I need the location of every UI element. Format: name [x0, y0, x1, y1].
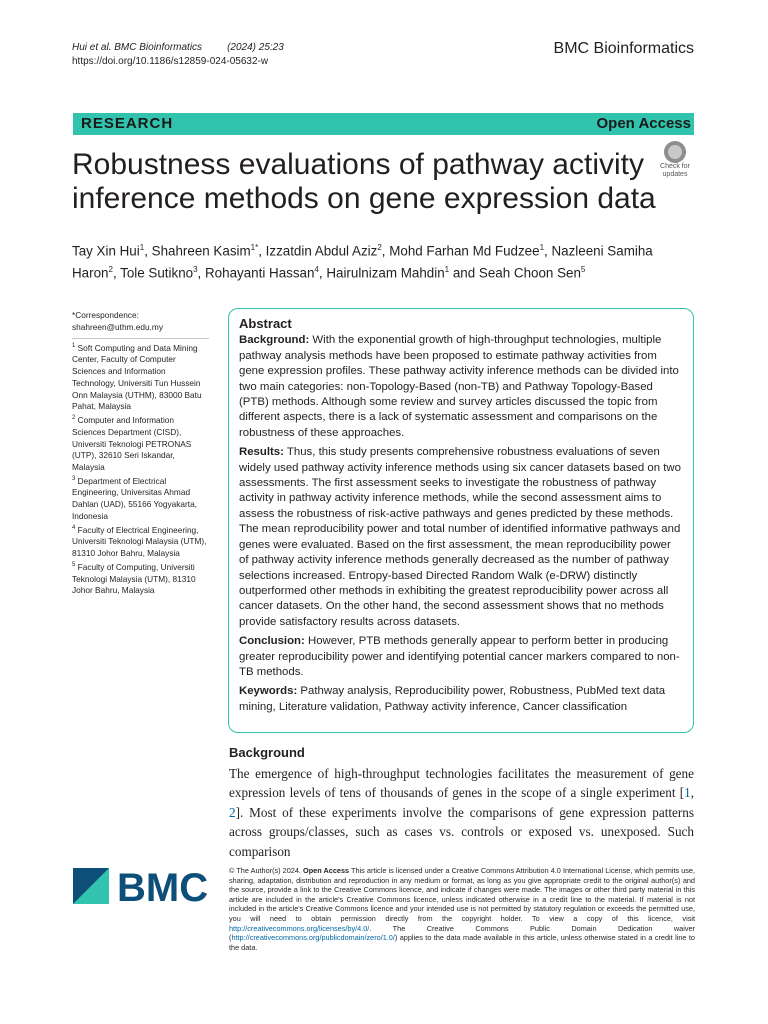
running-header: [72, 41, 284, 69]
license-notice: © The Author(s) 2024. Open Access This article is licensed under a Creative Commons Attribution 4.0 International License, which permits use, sharing, adaptation, distribution and reproduction in any medium or format, as long as you give appropriate credit to the original author(s) and the source, provide a link to the Creative Commons licence, and indicate if changes were made. The images or other third party material in this article are included in the article's Creative Commons licence, unless indicated otherwise in a credit line to the material. If material is not included in the article's Creative Commons licence and your intended use is not permitted by statutory regulation or exceeds the permitted use, you will need to obtain permission directly from the copyright holder. To view a copy of this licence, visit http://creativecommons.org/licenses/by/4.0/. The Creative Commons Public Domain Dedication waiver (http://creativecommons.org/publicdomain/zero/1.0/) applies to the data made available in this article, unless otherwise stated in a credit line to the data.: [229, 866, 696, 952]
citation-year: (2024) 25:23: [227, 42, 284, 53]
author-name[interactable]: Hairulnizam Mahdin: [326, 265, 445, 281]
author-name[interactable]: Seah Choon Sen: [478, 265, 581, 281]
body-paragraph: The emergence of high-throughput technologies facilitates the measurement of gene expression levels of tens of thousands of genes in the scope of a single experiment [1, 2]. Most of these experiments involve the comparisons of gene expression patterns across groups/classes, such as cases vs. controls or exposed vs. unexposed. Such comparison: [229, 766, 694, 859]
bmc-logo-text: BMC: [117, 868, 209, 910]
abstract-background: Background: With the exponential growth of high-throughput technologies, multiple pathway analysis methods have been proposed to estimate pathway activities from gene expression profiles. These pathway activity inference methods can be divided into two main categories: non-Topology-Based (non-TB) and Pathway Topology-Based (PTB) methods. Although some review and survey articles discussed the topic from different aspects, there is a lack of systematic assessment and comparisons on the robustness of these approaches.: [239, 334, 679, 439]
doi-link[interactable]: https://doi.org/10.1186/s12859-024-05632-w: [72, 56, 269, 67]
author-affiliation-marker: 1*: [250, 243, 259, 252]
article-type-banner: [73, 113, 694, 135]
correspondence-sidebar: [72, 310, 209, 597]
affiliation-item: $^3$ Department of Electrical Engineering, Universitas Ahmad Dahlan (UAD), 55166 Yogyakarta, Indonesia: [72, 475, 197, 522]
author-affiliation-marker: 3: [193, 265, 198, 275]
author-affiliation-marker: 1: [539, 243, 545, 252]
abstract-heading: Abstract: [239, 316, 292, 331]
citation-journal: BMC Bioinformatics: [114, 42, 203, 53]
section-heading-background: Background: [229, 745, 305, 760]
correspondence-label: *Correspondence:: [72, 310, 139, 320]
affiliation-item: $^1$ Soft Computing and Data Mining Center, Faculty of Computer Sciences and Information Technology, Universiti Tun Hussein Onn Malaysia (UTHM), 83000 Batu Pahat, Malaysia: [72, 342, 202, 412]
author-name[interactable]: Nazleeni Samiha Haron: [72, 243, 653, 281]
author-name[interactable]: Shahreen Kasim: [151, 243, 251, 259]
author-name[interactable]: Tay Xin Hui: [72, 243, 140, 259]
citation-link[interactable]: 2: [229, 804, 236, 820]
author-affiliation-marker: 2: [108, 265, 113, 275]
cc0-link[interactable]: http://creativecommons.org/publicdomain/zero/1.0/: [231, 933, 395, 943]
check-for-updates-icon: [664, 141, 686, 163]
author-name[interactable]: Tole Sutikno: [120, 265, 194, 281]
author-affiliation-marker: 1: [139, 243, 145, 252]
author-affiliation-marker: 1: [444, 265, 450, 275]
affiliation-item: $^4$ Faculty of Electrical Engineering, Universiti Teknologi Malaysia (UTM), 81310 Johor Bahru, Malaysia: [72, 524, 207, 559]
author-affiliation-marker: 2: [377, 243, 382, 252]
abstract-box: [228, 308, 694, 733]
citation-authors: Hui et al.: [72, 42, 112, 53]
affiliation-list: [72, 341, 209, 598]
author-affiliation-marker: 4: [314, 265, 319, 275]
open-access-label: Open Access: [596, 115, 691, 132]
article-title: Robustness evaluations of pathway activity inference methods on gene expression data: [72, 148, 656, 215]
affiliation-item: $^5$ Faculty of Computing, Universiti Teknologi Malaysia (UTM), 81310 Johor Bahru, Malaysia: [72, 561, 196, 596]
abstract-results: Results: Thus, this study presents comprehensive robustness evaluations of seven widely used pathway activity inference methods using six cancer datasets based on two assessments. The first assessment seeks to investigate the robustness of pathway activity in pathway activity inference methods, while the second assessment aims to assess the robustness of risk-active pathways and genes predicted by these methods. The mean reproducibility power and total number of identified informative pathways and genes were evaluated. Based on the first assessment, the mean reproducibility power of pathway activity inference methods generally decreased as the number of pathway selections increased. Entropy-based Directed Random Walk (e-DRW) distinctly outperformed other methods in exhibiting the greatest reproducibility power across all cancer datasets. On the other hand, the second assessment shows that no methods provide satisfactory results across datasets.: [239, 446, 681, 628]
author-list: Tay Xin Hui$^1$, Shahreen Kasim$^{1*}$, Izzatdin Abdul Aziz$^2$, Mohd Farhan Md Fudzee$^1$, Nazleeni Samiha Haron$^2$, Tole Sutikno$^3$, Rohayanti Hassan$^4$, Hairulnizam Mahdin$^1$ and Seah Choon Sen$^5$: [72, 243, 653, 281]
article-type-label: RESEARCH: [81, 115, 174, 132]
author-affiliation-marker: 5: [580, 265, 586, 275]
citation-link[interactable]: 1: [684, 785, 691, 801]
author-name[interactable]: Mohd Farhan Md Fudzee: [389, 243, 540, 259]
correspondence-email[interactable]: shahreen@uthm.edu.my: [72, 321, 163, 332]
author-name[interactable]: Izzatdin Abdul Aziz: [265, 243, 378, 259]
abstract-conclusion: Conclusion: However, PTB methods generally appear to perform better in producing greater reproducibility power and identifying potential cancer markers compared to non-TB methods.: [239, 635, 680, 678]
check-for-updates-text: Check for updates: [660, 163, 690, 178]
bmc-logo: [73, 868, 213, 910]
license-link[interactable]: http://creativecommons.org/licenses/by/4.0/: [229, 923, 370, 933]
author-name[interactable]: Rohayanti Hassan: [205, 265, 315, 281]
affiliation-item: $^2$ Computer and Information Sciences Department (CISD), Universiti Teknologi PETRONAS (UTP), 32610 Seri Iskandar, Malaysia: [72, 414, 192, 473]
abstract-keywords: Keywords: Pathway analysis, Reproducibility power, Robustness, PubMed text data mining, Literature validation, Pathway activity inference, Cancer classification: [239, 685, 666, 713]
sidebar-divider: [72, 338, 209, 339]
check-for-updates-badge[interactable]: [655, 140, 695, 182]
journal-name: BMC Bioinformatics: [553, 40, 694, 57]
